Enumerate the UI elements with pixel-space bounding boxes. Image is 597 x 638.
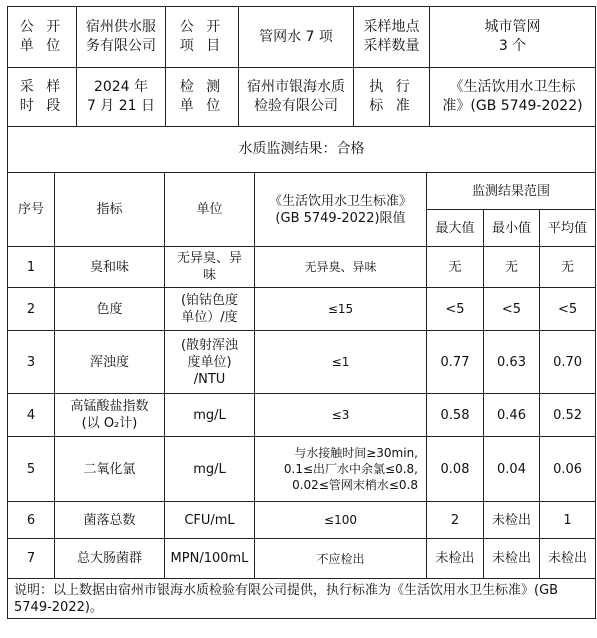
row-limit: ≤1 xyxy=(255,331,427,394)
table-row xyxy=(8,394,596,437)
sampling-period-value: 2024 年 7 月 21 日 xyxy=(77,68,166,127)
row-avg: <5 xyxy=(540,288,596,331)
row-max: 2 xyxy=(427,502,484,539)
row-indicator: 菌落总数 xyxy=(55,502,165,539)
table-row xyxy=(8,247,596,288)
col-header-max: 最大值 xyxy=(427,210,484,247)
row-indicator: 浑浊度 xyxy=(55,331,165,394)
publish-item-label: 公 开 项 目 xyxy=(166,7,239,68)
col-header-unit: 单位 xyxy=(165,173,255,247)
row-avg: 未检出 xyxy=(540,539,596,579)
standard-label: 执 行 标 准 xyxy=(354,68,430,127)
sampling-site-label: 采样地点 采样数量 xyxy=(354,7,430,68)
row-max: 无 xyxy=(427,247,484,288)
row-min: 未检出 xyxy=(484,539,540,579)
row-no: 3 xyxy=(8,331,55,394)
row-unit: mg/L xyxy=(165,437,255,502)
row-min: 0.04 xyxy=(484,437,540,502)
row-min: 0.63 xyxy=(484,331,540,394)
row-max: 0.58 xyxy=(427,394,484,437)
row-max: 未检出 xyxy=(427,539,484,579)
row-max: <5 xyxy=(427,288,484,331)
row-unit: mg/L xyxy=(165,394,255,437)
table-row xyxy=(8,502,596,539)
row-unit: (铂钴色度 单位）/度 xyxy=(165,288,255,331)
row-indicator: 二氧化氯 xyxy=(55,437,165,502)
row-no: 6 xyxy=(8,502,55,539)
col-header-indicator: 指标 xyxy=(55,173,165,247)
row-indicator: 总大肠菌群 xyxy=(55,539,165,579)
results-table xyxy=(7,126,596,619)
row-no: 1 xyxy=(8,247,55,288)
row-unit: CFU/mL xyxy=(165,502,255,539)
row-avg: 无 xyxy=(540,247,596,288)
row-min: 无 xyxy=(484,247,540,288)
publish-item-value: 管网水 7 项 xyxy=(239,7,354,68)
row-indicator: 臭和味 xyxy=(55,247,165,288)
row-limit: ≤3 xyxy=(255,394,427,437)
col-header-avg: 平均值 xyxy=(540,210,596,247)
testing-unit-label: 检 测 单 位 xyxy=(166,68,239,127)
row-limit: 无异臭、异味 xyxy=(255,247,427,288)
table-row xyxy=(8,539,596,579)
row-no: 2 xyxy=(8,288,55,331)
result-title: 水质监测结果：合格 xyxy=(8,127,596,173)
row-limit: 不应检出 xyxy=(255,539,427,579)
testing-unit-value: 宿州市银海水质 检验有限公司 xyxy=(239,68,354,127)
table-row xyxy=(8,437,596,502)
row-indicator: 高锰酸盐指数 (以 O₂计) xyxy=(55,394,165,437)
row-min: 未检出 xyxy=(484,502,540,539)
col-header-min: 最小值 xyxy=(484,210,540,247)
row-unit: MPN/100mL xyxy=(165,539,255,579)
row-avg: 1 xyxy=(540,502,596,539)
publish-unit-label: 公 开 单 位 xyxy=(8,7,77,68)
row-no: 5 xyxy=(8,437,55,502)
info-header-table xyxy=(7,6,596,127)
col-header-no: 序号 xyxy=(8,173,55,247)
col-header-range: 监测结果范围 xyxy=(427,173,596,210)
table-row xyxy=(8,288,596,331)
standard-value: 《生活饮用水卫生标 准》(GB 5749-2022) xyxy=(430,68,596,127)
row-unit: (散射浑浊 度单位) /NTU xyxy=(165,331,255,394)
row-no: 7 xyxy=(8,539,55,579)
row-avg: 0.06 xyxy=(540,437,596,502)
publish-unit-value: 宿州供水服 务有限公司 xyxy=(77,7,166,68)
row-unit: 无异臭、异 味 xyxy=(165,247,255,288)
row-min: <5 xyxy=(484,288,540,331)
row-min: 0.46 xyxy=(484,394,540,437)
row-indicator: 色度 xyxy=(55,288,165,331)
row-no: 4 xyxy=(8,394,55,437)
sampling-site-value: 城市管网 3 个 xyxy=(430,7,596,68)
row-avg: 0.52 xyxy=(540,394,596,437)
table-row xyxy=(8,331,596,394)
row-avg: 0.70 xyxy=(540,331,596,394)
row-max: 0.77 xyxy=(427,331,484,394)
row-limit: ≤100 xyxy=(255,502,427,539)
row-limit: ≤15 xyxy=(255,288,427,331)
sampling-period-label: 采 样 时 段 xyxy=(8,68,77,127)
col-header-limit: 《生活饮用水卫生标准》 (GB 5749-2022)限值 xyxy=(255,173,427,247)
row-max: 0.08 xyxy=(427,437,484,502)
row-limit: 与水接触时间≥30min, 0.1≤出厂水中余氯≤0.8, 0.02≤管网末梢水≤0.8 xyxy=(255,437,427,502)
footnote: 说明：以上数据由宿州市银海水质检验有限公司提供，执行标准为《生活饮用水卫生标准》(GB 5749-2022)。 xyxy=(8,579,596,619)
